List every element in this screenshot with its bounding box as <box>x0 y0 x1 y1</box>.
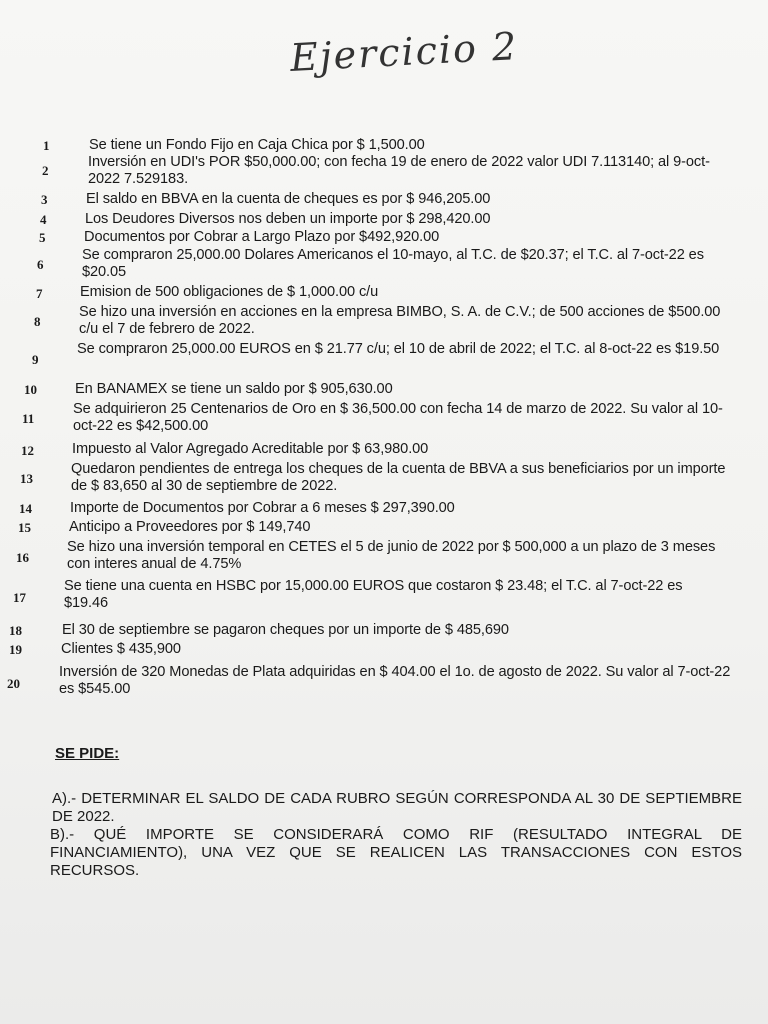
item-text: Se hizo una inversión en acciones en la empresa BIMBO, S. A. de C.V.; de 500 acciones de $500.00 c/u el 7 de febrero de 2022. <box>79 304 721 337</box>
item-number: 18 <box>9 623 22 638</box>
item-number: 11 <box>22 411 35 426</box>
item-text: Anticipo a Proveedores por $ 149,740 <box>69 519 311 535</box>
requirement-a: A).- DETERMINAR EL SALDO DE CADA RUBRO SEGÚN CORRESPONDA AL 30 DE SEPTIEMBRE DE 2022. <box>52 790 742 825</box>
item-number: 1 <box>43 138 50 153</box>
item-number: 6 <box>37 257 44 272</box>
item-text: Inversión en UDI's POR $50,000.00; con fecha 19 de enero de 2022 valor UDI 7.113140; al 9-oct-2022 7.529183. <box>88 154 710 187</box>
item-number: 2 <box>42 163 49 178</box>
item-number: 14 <box>19 501 32 516</box>
item-text: El saldo en BBVA en la cuenta de cheques es por $ 946,205.00 <box>86 191 491 207</box>
item-text: Clientes $ 435,900 <box>61 641 181 657</box>
item-text: Emision de 500 obligaciones de $ 1,000.00 c/u <box>80 284 379 300</box>
item-number: 16 <box>16 550 29 565</box>
item-number: 10 <box>24 382 37 397</box>
item-number: 19 <box>9 642 22 657</box>
handwritten-title: Ejercicio 2 <box>289 24 520 80</box>
item-text: El 30 de septiembre se pagaron cheques por un importe de $ 485,690 <box>62 622 509 638</box>
item-number: 13 <box>20 471 33 486</box>
item-text: Los Deudores Diversos nos deben un importe por $ 298,420.00 <box>85 211 491 227</box>
requirement-b: B).- QUÉ IMPORTE SE CONSIDERARÁ COMO RIF (RESULTADO INTEGRAL DE FINANCIAMIENTO), UNA VEZ QUE SE REALICEN LAS TRANSACCIONES CON ESTOS RECURSOS. <box>50 826 742 879</box>
item-number: 9 <box>32 352 39 367</box>
item-text: Se tiene un Fondo Fijo en Caja Chica por $ 1,500.00 <box>89 137 425 153</box>
item-number: 17 <box>13 590 26 605</box>
item-text: Importe de Documentos por Cobrar a 6 meses $ 297,390.00 <box>70 500 455 516</box>
item-text: Inversión de 320 Monedas de Plata adquiridas en $ 404.00 el 1o. de agosto de 2022. Su valor al 7-oct-22 es $545.00 <box>59 664 731 697</box>
item-text: Se compraron 25,000.00 EUROS en $ 21.77 c/u; el 10 de abril de 2022; el T.C. al 8-oct-22 es $19.50 <box>77 341 720 357</box>
item-number: 3 <box>41 192 48 207</box>
item-text: Se hizo una inversión temporal en CETES el 5 de junio de 2022 por $ 500,000 a un plazo de 3 meses con interes anual de 4.75% <box>67 539 716 572</box>
item-text: En BANAMEX se tiene un saldo por $ 905,630.00 <box>75 381 393 397</box>
item-number: 8 <box>34 314 41 329</box>
item-text: Quedaron pendientes de entrega los cheques de la cuenta de BBVA a sus beneficiarios por un importe de $ 83,650 al 30 de septiembre de 2022. <box>71 461 726 494</box>
item-number: 15 <box>18 520 31 535</box>
item-text: Se adquirieron 25 Centenarios de Oro en $ 36,500.00 con fecha 14 de marzo de 2022. Su valor al 10-oct-22 es $42,500.00 <box>73 401 723 434</box>
item-text: Se tiene una cuenta en HSBC por 15,000.00 EUROS que costaron $ 23.48; el T.C. al 7-oct-22 es $19.46 <box>64 578 683 611</box>
section-heading: SE PIDE: <box>55 745 120 762</box>
item-text: Se compraron 25,000.00 Dolares Americanos el 10-mayo, al T.C. de $20.37; el T.C. al 7-oct-22 es $20.05 <box>82 247 704 280</box>
item-text: Documentos por Cobrar a Largo Plazo por $492,920.00 <box>84 229 440 245</box>
item-text: Impuesto al Valor Agregado Acreditable por $ 63,980.00 <box>72 441 429 457</box>
item-number: 20 <box>7 676 20 691</box>
item-number: 4 <box>40 212 47 227</box>
item-number: 7 <box>36 286 43 301</box>
item-number: 5 <box>39 230 46 245</box>
item-number: 12 <box>21 443 34 458</box>
